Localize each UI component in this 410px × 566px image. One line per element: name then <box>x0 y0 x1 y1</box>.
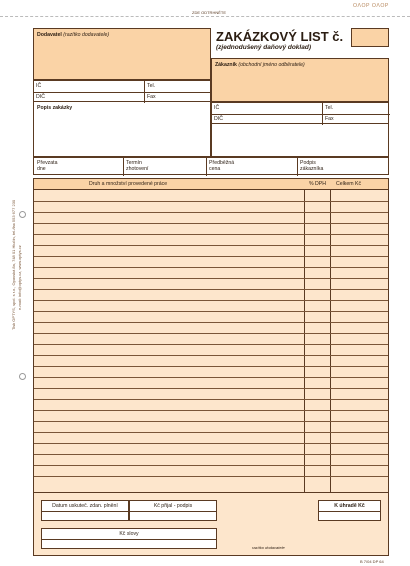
customer-label: Zákazník <box>215 62 237 68</box>
supplier-ids <box>33 80 211 102</box>
customer-hint: (obchodní jméno odběratele) <box>238 62 305 68</box>
signature-label-2: zákazníka <box>300 166 324 172</box>
supplier-ic-label: IČ <box>36 83 42 89</box>
supplier-tel-label: Tel. <box>147 83 156 89</box>
customer-ic-label: IČ <box>214 105 220 111</box>
punch-hole-top <box>19 211 26 218</box>
document-number-field[interactable] <box>351 28 389 47</box>
supplier-hint: (razítko dodavatele) <box>63 32 110 38</box>
tear-line <box>0 16 410 17</box>
amount-due-field[interactable] <box>318 500 381 521</box>
mirror-mark: OΛOP OΛOP <box>353 3 389 9</box>
supply-date-label: Datum uskuteč. zdan. plnění <box>42 503 128 512</box>
col-total-header: Celkem Kč <box>336 181 362 187</box>
customer-area[interactable] <box>211 58 389 102</box>
printer-contact <box>17 245 22 310</box>
order-description-right <box>211 124 389 157</box>
customer-fax-label: Fax <box>325 116 334 122</box>
supplier-fax-label: Fax <box>147 94 156 100</box>
estimated-label-2: cena <box>209 166 221 172</box>
receipt-signature-field[interactable] <box>129 500 217 521</box>
estimated-label-1: Předběžná <box>209 160 235 166</box>
estimated-price-field[interactable] <box>209 160 295 174</box>
completion-label-1: Termín <box>126 160 142 166</box>
printer-line-2: e-mail: info@optys.cz, www.optys.cz <box>17 245 22 310</box>
receipt-signature-label: Kč přijal - podpis <box>130 503 216 512</box>
amount-in-words-field[interactable] <box>41 528 217 549</box>
stamp-label: razítko dodavatele <box>252 545 285 550</box>
supplier-stamp-area[interactable] <box>33 28 211 80</box>
customer-dic-label: DIČ <box>214 116 223 122</box>
col-description-header: Druh a množství provedené práce <box>89 181 168 187</box>
customer-tel-label: Tel. <box>325 105 334 111</box>
amount-due-label: K úhradě Kč <box>319 503 380 512</box>
order-description-label: Popis zakázky <box>37 105 73 111</box>
table-body[interactable] <box>34 190 388 492</box>
completion-date-field[interactable] <box>126 160 204 174</box>
completion-label-2: zhotovení <box>126 166 149 172</box>
customer-signature-field[interactable] <box>300 160 388 174</box>
order-description-area[interactable] <box>33 102 211 157</box>
page-title: ZAKÁZKOVÝ LIST č. <box>216 29 344 44</box>
received-label-1: Převzata <box>37 160 58 166</box>
info-row <box>33 157 389 175</box>
received-label-2: dne <box>37 166 46 172</box>
signature-label-1: Podpis <box>300 160 316 166</box>
table-header <box>34 179 388 190</box>
printer-line-1: Tisk OPTYS, spol. s r.o., Opavská 8a, 748 01 Hlučín, tel./fax 553 677 230 <box>11 199 16 330</box>
supplier-label: Dodavatel <box>37 32 62 38</box>
punch-hole-bottom <box>19 373 26 380</box>
page-subtitle: (zjednodušený daňový doklad) <box>216 44 311 51</box>
customer-ids <box>211 102 389 124</box>
tear-strip <box>0 0 410 18</box>
printer-info <box>11 200 16 330</box>
col-vat-header: % DPH <box>309 181 327 187</box>
footer-area <box>33 493 389 556</box>
form-code: B 7/04 DP 64 <box>360 559 384 564</box>
supply-date-field[interactable] <box>41 500 129 521</box>
amount-in-words-label: Kč slovy <box>42 531 216 540</box>
tear-label: ZDE ODTRHNĚTE <box>192 10 226 15</box>
work-table <box>33 178 389 493</box>
supplier-dic-label: DIČ <box>36 94 45 100</box>
received-date-field[interactable] <box>37 160 121 174</box>
